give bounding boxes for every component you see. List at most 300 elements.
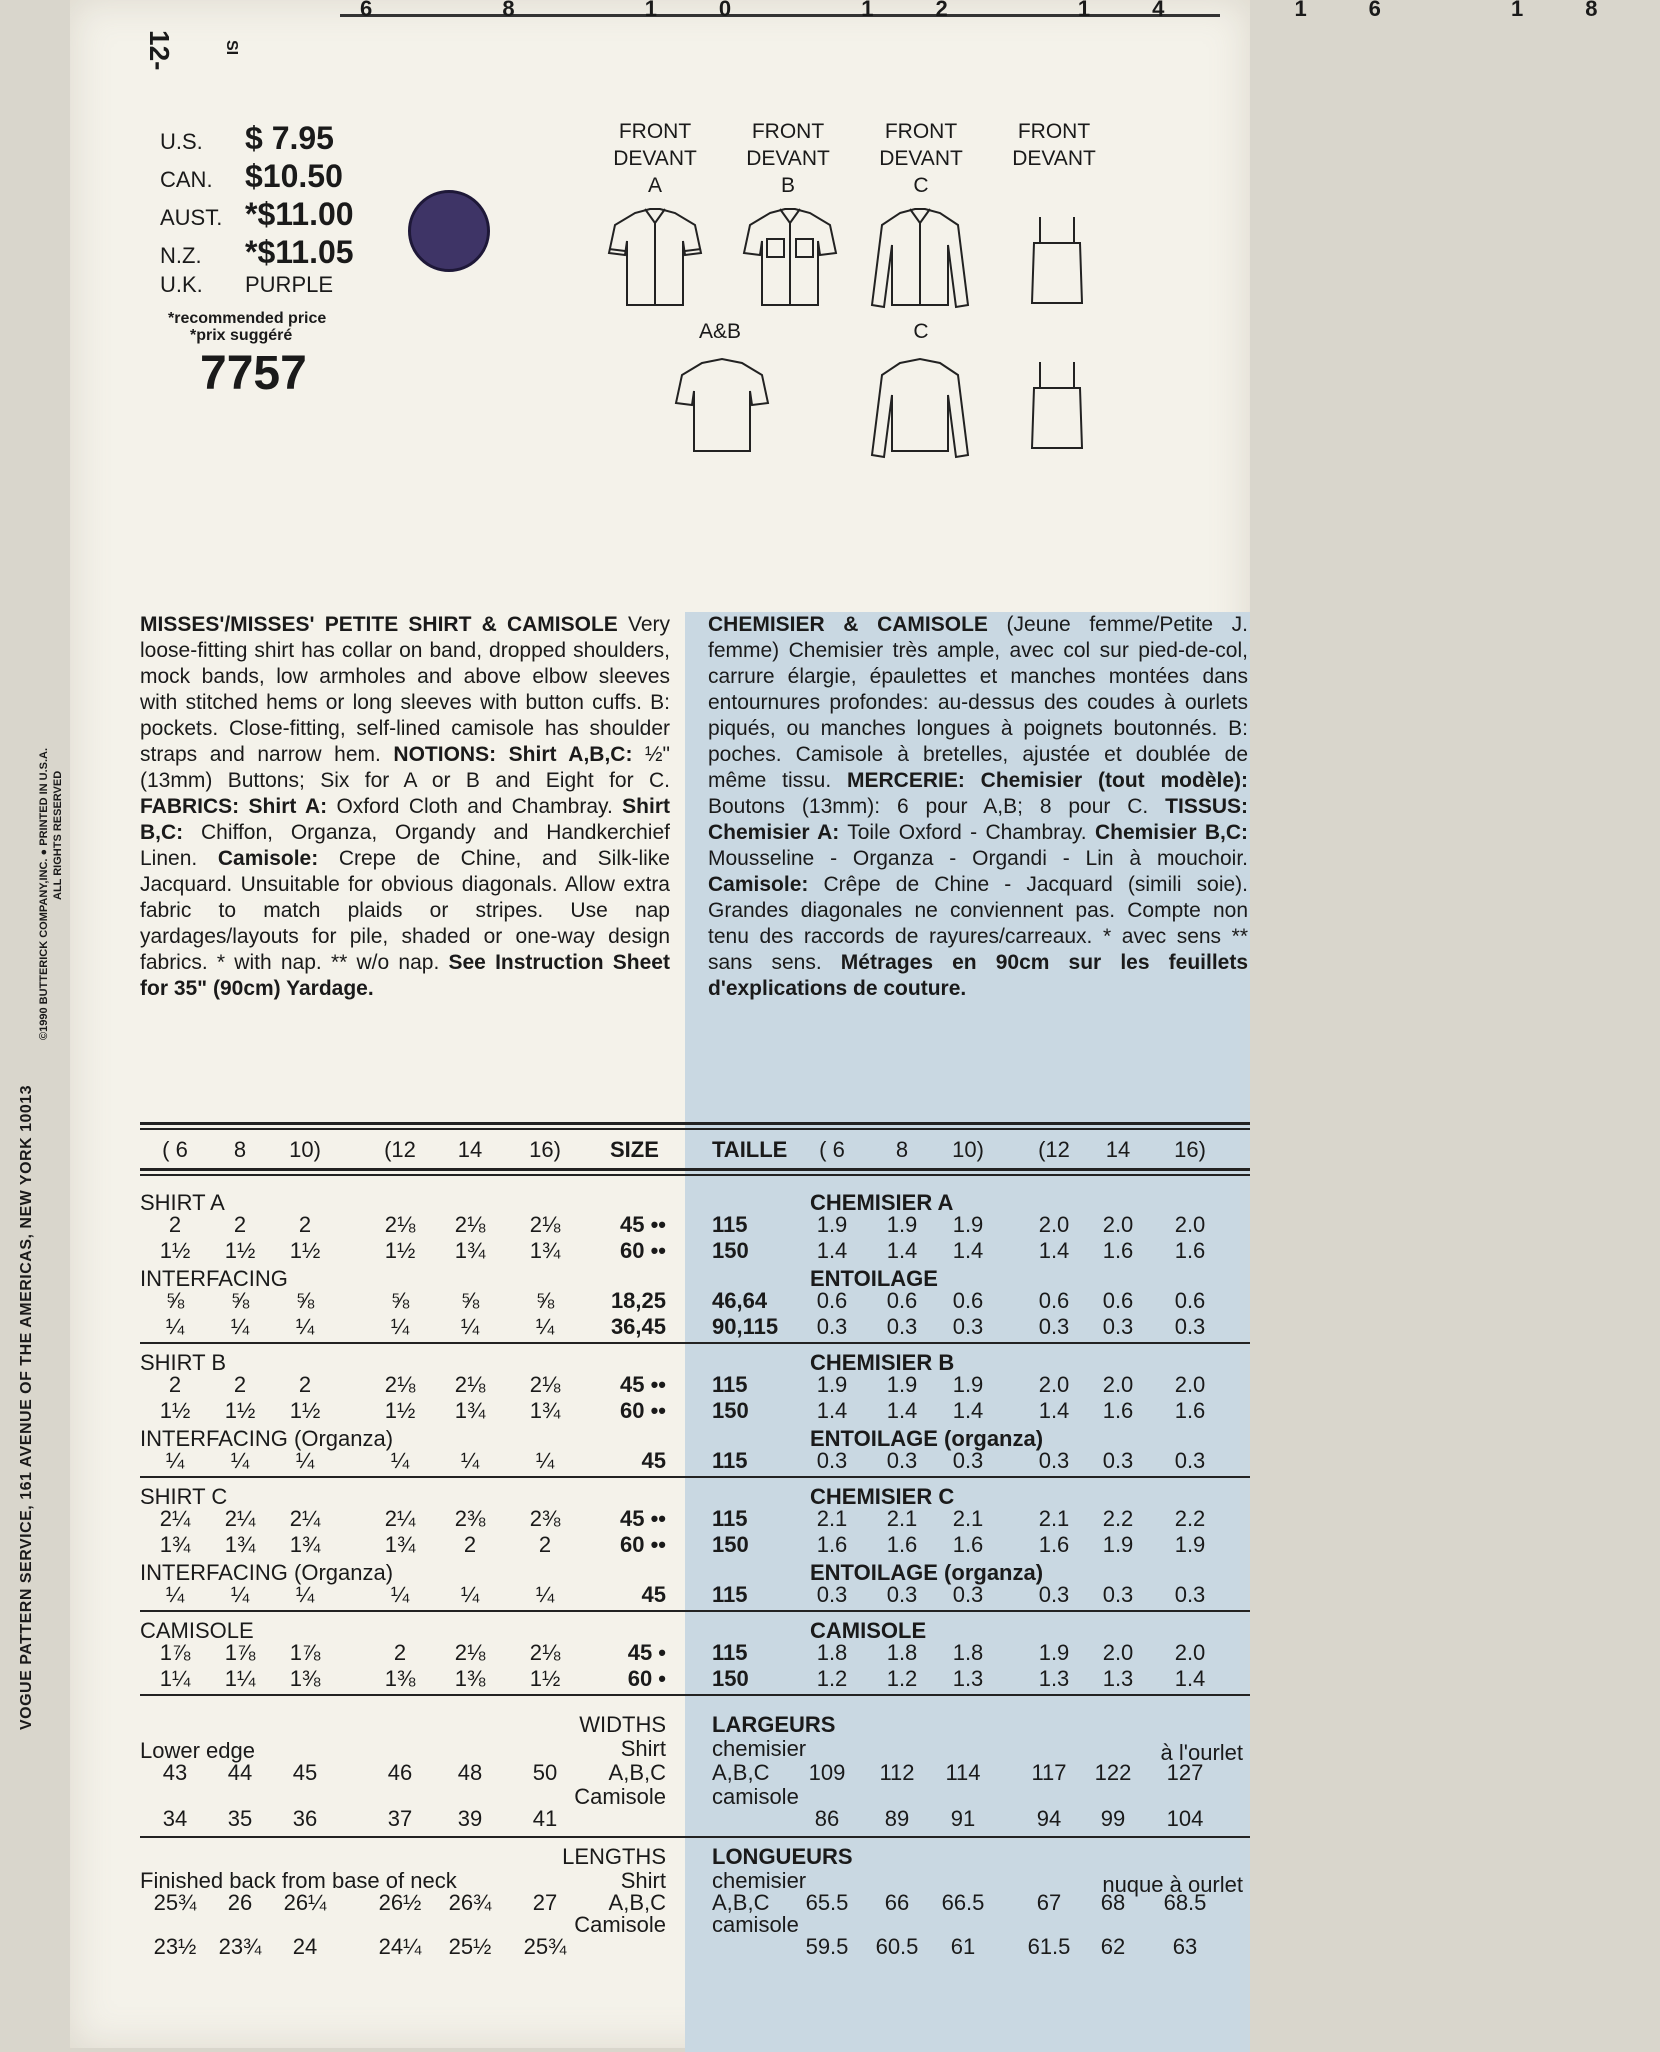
yardage-value: 2 <box>233 1372 247 1397</box>
english-title: MISSES'/MISSES' PETITE SHIRT & CAMISOLE <box>140 613 618 636</box>
row-label-fr: CAMISOLE <box>810 1618 927 1643</box>
largeur-shirt-value: 122 <box>1094 1760 1132 1785</box>
yardage-value: ⅝ <box>390 1288 410 1313</box>
metrage-value: 2.0 <box>1174 1372 1206 1397</box>
metrage-value: 1.9 <box>952 1212 984 1237</box>
finished-back-label: Finished back from base of neck <box>140 1868 457 1893</box>
notions-text: ½" (13mm) Buttons; Six for A or B and Eight for C. <box>140 743 670 792</box>
publisher-address: VOGUE PATTERN SERVICE, 161 AVENUE OF THE AMERICAS, NEW YORK 10013 <box>18 1084 35 1730</box>
width-cam-value: 39 <box>457 1806 483 1831</box>
yardage-value: 2 <box>538 1532 552 1557</box>
yardage-value: ¼ <box>295 1448 315 1473</box>
yardage-value: 1½ <box>384 1398 416 1423</box>
yardage-value: ¼ <box>460 1448 480 1473</box>
yardage-value: 1¾ <box>224 1532 256 1557</box>
yardage-value: 2¼ <box>159 1506 191 1531</box>
yardage-width-ins: 60 •• <box>620 1238 666 1263</box>
yardage-width-ins: 36,45 <box>610 1314 666 1339</box>
length-shirt-value: 27 <box>532 1890 558 1915</box>
metrage-value: 1.9 <box>1102 1532 1134 1557</box>
yardage-width-ins: 45 •• <box>620 1212 666 1237</box>
longueur-cam-value: 61 <box>950 1934 976 1959</box>
yardage-value: ⅝ <box>165 1288 185 1313</box>
price-row <box>160 196 354 234</box>
top-size-numbers: 6 8 10 12 14 16 18 <box>360 0 1660 21</box>
metrages: Métrages en 90cm sur les feuillets d'explications de couture. <box>708 951 1249 1000</box>
metrage-value: 0.3 <box>1038 1314 1070 1339</box>
yardage-width-ins: 60 •• <box>620 1398 666 1423</box>
fabrics-cam-label: Camisole: <box>217 847 319 870</box>
width-shirt-value: 48 <box>457 1760 483 1785</box>
metrage-value: 1.9 <box>816 1212 848 1237</box>
shirt-c-front-sketch <box>870 205 970 325</box>
width-shirt-value: 43 <box>162 1760 188 1785</box>
yardage-width-cm: 115 <box>712 1582 748 1607</box>
longueur-cam-value: 60.5 <box>875 1934 919 1959</box>
yardage-value: 1½ <box>159 1398 191 1423</box>
length-cam-value: 24 <box>292 1934 318 1959</box>
yardage-value: ¼ <box>165 1582 185 1607</box>
yardage-width-cm: 115 <box>712 1506 748 1531</box>
metrage-value: 1.3 <box>1102 1666 1134 1691</box>
yardage-width-cm: 115 <box>712 1212 748 1237</box>
yardage-value: 1¾ <box>289 1532 321 1557</box>
copyright-line: ©1990 BUTTERICK COMPANY,INC. ● PRINTED IN U.S.A. <box>38 747 50 1040</box>
width-cam-value: 34 <box>162 1806 188 1831</box>
yardage-width-cm: 115 <box>712 1372 748 1397</box>
metrage-value: 1.8 <box>952 1640 984 1665</box>
row-label: INTERFACING <box>140 1266 288 1291</box>
front-a-label: FRONT DEVANT A <box>613 120 697 197</box>
metrage-value: 2.2 <box>1174 1506 1206 1531</box>
largeurs-chemisier-label: chemisier <box>712 1736 807 1761</box>
metrage-value: 0.3 <box>816 1314 848 1339</box>
width-cam-value: 41 <box>532 1806 558 1831</box>
front-b-label: FRONT DEVANT B <box>746 120 830 197</box>
yardage-value: 2⅛ <box>384 1212 416 1237</box>
chart-rule <box>140 1610 1250 1612</box>
yardage-value: 1½ <box>224 1238 256 1263</box>
yardage-width-cm: 150 <box>712 1238 749 1263</box>
widths-title: WIDTHS <box>579 1712 666 1737</box>
metrage-value: 1.4 <box>886 1238 918 1263</box>
yardage-value: ¼ <box>460 1582 480 1607</box>
metrage-value: 2.1 <box>886 1506 918 1531</box>
yardage-value: 2⅛ <box>454 1372 486 1397</box>
yardage-width-cm: 46,64 <box>712 1288 768 1313</box>
yardage-width-cm: 150 <box>712 1666 749 1691</box>
header-taille: 10) <box>952 1137 984 1162</box>
rights-line: ALL RIGHTS RESERVED <box>52 770 64 900</box>
metrage-value: 2.0 <box>1038 1212 1070 1237</box>
yardage-value: 2 <box>393 1640 407 1665</box>
metrage-value: 0.3 <box>1174 1582 1206 1607</box>
yardage-value: ¼ <box>390 1582 410 1607</box>
tissus-label: TISSUS: Chemisier A: <box>708 795 1248 844</box>
metrage-value: 2.0 <box>1174 1640 1206 1665</box>
longueurs-abc: A,B,C <box>712 1890 770 1915</box>
longueur-cam-value: 62 <box>1100 1934 1126 1959</box>
yardage-value: ¼ <box>230 1314 250 1339</box>
back-c-label: C <box>913 320 929 343</box>
back-ab-label: A&B <box>698 320 742 343</box>
yardage-value: ¼ <box>390 1314 410 1339</box>
shirt-ab-back-sketch <box>672 355 772 455</box>
row-label: SHIRT C <box>140 1484 228 1509</box>
largeur-cam-value: 104 <box>1166 1806 1204 1831</box>
price-country: U.S. <box>160 129 203 154</box>
yardage-value: 2⅛ <box>454 1212 486 1237</box>
largeur-shirt-value: 117 <box>1031 1760 1067 1785</box>
header-size: ( 6 <box>162 1137 188 1162</box>
yardage-value: ¼ <box>460 1314 480 1339</box>
tissus-bc-text: Mousseline - Organza - Organdi - Lin à mouchoir. <box>708 847 1248 870</box>
price-country: AUST. <box>160 205 223 230</box>
header-taille: 14 <box>1105 1137 1131 1162</box>
yardage-value: 2 <box>233 1212 247 1237</box>
yardage-value: 1¾ <box>454 1398 486 1423</box>
price-value: *$11.00 <box>245 196 354 232</box>
length-shirt-value: 25¾ <box>153 1890 197 1915</box>
length-shirt-value: 26½ <box>378 1890 422 1915</box>
metrage-value: 0.6 <box>952 1288 984 1313</box>
row-label: CAMISOLE <box>140 1618 254 1643</box>
yardage-value: ¼ <box>535 1448 555 1473</box>
widths-shirt-label: Shirt <box>620 1736 666 1761</box>
largeurs-camisole-label: camisole <box>712 1784 799 1809</box>
french-title: CHEMISIER & CAMISOLE <box>708 613 988 636</box>
header-size: 14 <box>457 1137 483 1162</box>
metrage-value: 0.3 <box>952 1448 984 1473</box>
row-label: SHIRT A <box>140 1190 225 1215</box>
english-body: Very loose-fitting shirt has collar on band, dropped shoulders, mock bands, low armholes and above elbow sleeves with stitched hems or long sleeves with button cuffs. B: pockets. Close-fitting, self-lined camisole has shoulder straps and narrow hem. <box>140 613 670 766</box>
row-label-fr: ENTOILAGE <box>810 1266 938 1291</box>
tissus-bc-label: Chemisier B,C: <box>1094 821 1248 844</box>
price-country: U.K. <box>160 272 203 297</box>
row-label-fr: CHEMISIER A <box>810 1190 954 1215</box>
metrage-value: 2.0 <box>1038 1372 1070 1397</box>
mercerie-label: MERCERIE: Chemisier (tout modèle): <box>847 769 1248 792</box>
length-cam-value: 25¾ <box>523 1934 567 1959</box>
metrage-value: 0.6 <box>1038 1288 1070 1313</box>
row-label: INTERFACING (Organza) <box>140 1560 394 1585</box>
price-row <box>160 120 354 158</box>
yardage-value: 1½ <box>289 1238 321 1263</box>
yardage-value: 1⅞ <box>224 1640 256 1665</box>
yardage-value: 1⅜ <box>289 1666 321 1691</box>
metrage-value: 1.3 <box>952 1666 984 1691</box>
yardage-value: 2⅛ <box>529 1640 561 1665</box>
metrage-value: 1.8 <box>816 1640 848 1665</box>
fabrics-a-text: Oxford Cloth and Chambray. <box>327 795 623 818</box>
tissus-cam-label: Camisole: <box>708 873 809 896</box>
largeur-shirt-value: 109 <box>808 1760 846 1785</box>
fabrics-bc-label: Shirt B,C: <box>140 795 670 844</box>
yardage-width-cm: 115 <box>712 1640 748 1665</box>
metrage-value: 1.6 <box>886 1532 918 1557</box>
yardage-value: 1¾ <box>454 1238 486 1263</box>
yardage-value: ¼ <box>390 1448 410 1473</box>
metrage-value: 1.2 <box>886 1666 918 1691</box>
pattern-number: 7757 <box>200 347 307 400</box>
header-size: 8 <box>233 1137 247 1162</box>
yardage-value: 2 <box>168 1212 182 1237</box>
longueurs-chemisier-label: chemisier <box>712 1868 807 1893</box>
yardage-value: 2 <box>168 1372 182 1397</box>
metrage-value: 1.9 <box>816 1372 848 1397</box>
longueur-cam-value: 59.5 <box>805 1934 849 1959</box>
mercerie-text: Boutons (13mm): 6 pour A,B; 8 pour C. <box>708 795 1149 818</box>
header-taille: 8 <box>895 1137 909 1162</box>
yardage-value: 1⅞ <box>289 1640 321 1665</box>
row-label: INTERFACING (Organza) <box>140 1426 394 1451</box>
yardage-value: 1⅜ <box>454 1666 486 1691</box>
yardage-value: ⅝ <box>230 1288 250 1313</box>
widths-shirt-abc: A,B,C <box>608 1760 666 1785</box>
metrage-value: 2.0 <box>1174 1212 1206 1237</box>
metrage-value: 2.0 <box>1102 1372 1134 1397</box>
price-value: *$11.05 <box>245 234 354 270</box>
lower-edge-label: Lower edge <box>140 1738 255 1763</box>
largeur-cam-value: 91 <box>950 1806 976 1831</box>
yardage-value: 1¾ <box>159 1532 191 1557</box>
header-size: (12 <box>384 1137 416 1162</box>
yardage-width-ins: 45 • <box>627 1640 666 1665</box>
length-shirt-value: 26 <box>227 1890 253 1915</box>
yardage-width-ins: 45 <box>641 1582 666 1607</box>
camisole-front-sketch <box>1022 215 1092 305</box>
chart-rule <box>140 1476 1250 1478</box>
yardage-width-cm: 90,115 <box>712 1314 779 1339</box>
notions-label: NOTIONS: Shirt A,B,C: <box>393 743 633 766</box>
length-shirt-value: 26¾ <box>448 1890 492 1915</box>
yardage-value: 1½ <box>224 1398 256 1423</box>
row-label-fr: ENTOILAGE (organza) <box>810 1560 1044 1585</box>
price-value: $ 7.95 <box>245 120 334 156</box>
french-title-sub: (Jeune femme/Petite J. femme) <box>708 613 1248 662</box>
nuque-label: nuque à ourlet <box>1102 1872 1243 1897</box>
chart-rule <box>140 1694 1250 1696</box>
metrage-value: 1.6 <box>1102 1238 1134 1263</box>
metrage-value: 2.1 <box>1038 1506 1070 1531</box>
chart-rule <box>140 1174 1250 1176</box>
width-cam-value: 37 <box>387 1806 413 1831</box>
fabrics-bc-text: Chiffon, Organza, Organdy and Handkerchief Linen. <box>140 821 670 870</box>
yardage-value: 1½ <box>159 1238 191 1263</box>
camisole-back-sketch <box>1022 360 1092 450</box>
fabrics-label: FABRICS: Shirt A: <box>140 795 328 818</box>
yardage-value: ¼ <box>295 1582 315 1607</box>
header-size-label: SIZE <box>610 1137 659 1162</box>
english-description <box>140 612 670 1002</box>
metrage-value: 1.4 <box>1038 1398 1070 1423</box>
metrage-value: 2.2 <box>1102 1506 1134 1531</box>
yardage-value: 2⅛ <box>384 1372 416 1397</box>
yardage-width-ins: 18,25 <box>610 1288 666 1313</box>
lengths-camisole-label: Camisole <box>574 1912 666 1937</box>
metrage-value: 1.6 <box>1102 1398 1134 1423</box>
metrage-value: 0.3 <box>816 1582 848 1607</box>
metrage-value: 1.4 <box>952 1238 984 1263</box>
yardage-value: 2 <box>298 1212 312 1237</box>
metrage-value: 0.6 <box>1174 1288 1206 1313</box>
french-body: Chemisier très ample, avec col sur pied-de-col, carrure élargie, épaulettes et manches montées dans entournures profondes: au-dessus des coudes à ourlets piqués, ou manches longues à poignets boutonnés. B: poches. Camisole à bretelles, ajustée et doublée de même tissu. <box>708 639 1248 792</box>
largeur-cam-value: 99 <box>1100 1806 1126 1831</box>
header-size: 10) <box>289 1137 321 1162</box>
chart-rule <box>140 1122 1250 1125</box>
largeur-shirt-value: 127 <box>1166 1760 1204 1785</box>
longueur-shirt-value: 68 <box>1100 1890 1126 1915</box>
price-block <box>160 120 354 401</box>
price-row <box>160 158 354 196</box>
length-cam-value: 23½ <box>153 1934 197 1959</box>
length-cam-value: 24¼ <box>378 1934 422 1959</box>
yardage-value: ¼ <box>165 1448 185 1473</box>
yardage-width-ins: 60 • <box>627 1666 666 1691</box>
length-cam-value: 23¾ <box>218 1934 262 1959</box>
metrage-value: 2.0 <box>1102 1640 1134 1665</box>
yardage-value: 2⅜ <box>454 1506 486 1531</box>
width-shirt-value: 46 <box>387 1760 413 1785</box>
metrage-value: 1.6 <box>1038 1532 1070 1557</box>
yardage-value: 2⅛ <box>529 1212 561 1237</box>
width-cam-value: 35 <box>227 1806 253 1831</box>
chart-rule <box>140 1168 1250 1171</box>
metrage-value: 0.3 <box>952 1582 984 1607</box>
price-country: N.Z. <box>160 243 202 268</box>
price-note: *recommended price <box>168 310 327 327</box>
tissus-cam-text: Crêpe de Chine - Jacquard (simili soie). Grandes diagonales ne conviennent pas. Compte non tenu des raccords de rayures/carreaux. * avec sens ** sans sens. <box>708 873 1248 974</box>
metrage-value: 1.6 <box>1174 1398 1206 1423</box>
longueur-shirt-value: 68.5 <box>1163 1890 1207 1915</box>
yardage-value: 2¼ <box>384 1506 416 1531</box>
metrage-value: 1.9 <box>1174 1532 1206 1557</box>
size-tag-small: SI <box>223 40 240 56</box>
header-taille: ( 6 <box>819 1137 845 1162</box>
metrage-value: 0.3 <box>1102 1582 1134 1607</box>
longueur-cam-value: 61.5 <box>1027 1934 1071 1959</box>
largeur-cam-value: 89 <box>884 1806 910 1831</box>
metrage-value: 1.4 <box>952 1398 984 1423</box>
price-value: $10.50 <box>245 158 343 194</box>
price-country: CAN. <box>160 167 213 192</box>
chart-rule <box>140 1836 1250 1838</box>
yardage-value: 1¾ <box>384 1532 416 1557</box>
metrage-value: 0.3 <box>1174 1314 1206 1339</box>
yardage-value: 1½ <box>384 1238 416 1263</box>
metrage-value: 1.6 <box>816 1532 848 1557</box>
largeur-cam-value: 86 <box>814 1806 840 1831</box>
lengths-shirt-abc: A,B,C <box>608 1890 666 1915</box>
metrage-value: 0.6 <box>816 1288 848 1313</box>
width-shirt-value: 45 <box>292 1760 318 1785</box>
yardage-value: 2 <box>463 1532 477 1557</box>
metrage-value: 1.9 <box>886 1212 918 1237</box>
header-taille-label: TAILLE <box>712 1137 788 1162</box>
metrage-value: 2.1 <box>952 1506 984 1531</box>
metrage-value: 1.3 <box>1038 1666 1070 1691</box>
metrage-value: 0.6 <box>1102 1288 1134 1313</box>
yardage-value: 2⅛ <box>529 1372 561 1397</box>
yardage-value: ¼ <box>295 1314 315 1339</box>
metrage-value: 1.2 <box>816 1666 848 1691</box>
shirt-a-front-sketch <box>605 205 705 310</box>
width-cam-value: 36 <box>292 1806 318 1831</box>
metrage-value: 0.3 <box>886 1448 918 1473</box>
lengths-shirt-label: Shirt <box>620 1868 666 1893</box>
length-shirt-value: 26¼ <box>283 1890 327 1915</box>
metrage-value: 0.3 <box>886 1582 918 1607</box>
front-camisole-label: FRONT DEVANT <box>1012 120 1096 170</box>
metrage-value: 1.8 <box>886 1640 918 1665</box>
metrage-value: 0.3 <box>1038 1448 1070 1473</box>
metrage-value: 1.4 <box>816 1398 848 1423</box>
metrage-value: 2.0 <box>1102 1212 1134 1237</box>
longueurs-camisole-label: camisole <box>712 1912 799 1937</box>
yardage-value: 1⅜ <box>384 1666 416 1691</box>
metrage-value: 0.3 <box>1174 1448 1206 1473</box>
size-tag: 12- <box>144 30 175 71</box>
metrage-value: 1.6 <box>952 1532 984 1557</box>
lengths-title: LENGTHS <box>562 1844 666 1869</box>
tissus-a-text: Toile Oxford - Chambray. <box>839 821 1095 844</box>
price-row <box>160 272 354 310</box>
yardage-value: 2¼ <box>224 1506 256 1531</box>
yardage-width-ins: 45 •• <box>620 1506 666 1531</box>
metrage-value: 2.1 <box>816 1506 848 1531</box>
yardage-value: 2¼ <box>289 1506 321 1531</box>
yardage-value: 1½ <box>289 1398 321 1423</box>
yardage-value: 1½ <box>529 1666 561 1691</box>
a-lourlet-label: à l'ourlet <box>1160 1740 1243 1765</box>
largeurs-title: LARGEURS <box>712 1712 836 1737</box>
metrage-value: 0.3 <box>1102 1314 1134 1339</box>
header-taille: 16) <box>1174 1137 1206 1162</box>
metrage-value: 0.3 <box>886 1314 918 1339</box>
yardage-width-ins: 45 •• <box>620 1372 666 1397</box>
longueur-cam-value: 63 <box>1172 1934 1198 1959</box>
row-label-fr: ENTOILAGE (organza) <box>810 1426 1044 1451</box>
longueur-shirt-value: 65.5 <box>805 1890 849 1915</box>
header-size: 16) <box>529 1137 561 1162</box>
front-c-label: FRONT DEVANT C <box>879 120 963 197</box>
longueur-shirt-value: 67 <box>1036 1890 1062 1915</box>
metrage-value: 1.9 <box>886 1372 918 1397</box>
french-description <box>708 612 1248 1002</box>
yardage-value: 1¼ <box>224 1666 256 1691</box>
shirt-b-front-sketch <box>740 205 840 310</box>
row-label-fr: CHEMISIER B <box>810 1350 955 1375</box>
largeurs-abc: A,B,C <box>712 1760 770 1785</box>
metrage-value: 1.6 <box>1174 1238 1206 1263</box>
length-cam-value: 25½ <box>448 1934 492 1959</box>
metrage-value: 0.3 <box>952 1314 984 1339</box>
metrage-value: 1.4 <box>816 1238 848 1263</box>
width-shirt-value: 44 <box>227 1760 253 1785</box>
yardage-value: ¼ <box>230 1448 250 1473</box>
metrage-value: 1.4 <box>1174 1666 1206 1691</box>
yardage-width-cm: 150 <box>712 1532 749 1557</box>
width-shirt-value: 50 <box>532 1760 558 1785</box>
yardage-value: 1¾ <box>529 1238 561 1263</box>
yardage-value: ¼ <box>230 1582 250 1607</box>
metrage-value: 1.4 <box>1038 1238 1070 1263</box>
shirt-c-back-sketch <box>870 355 970 465</box>
yardage-width-ins: 60 •• <box>620 1532 666 1557</box>
row-label: SHIRT B <box>140 1350 226 1375</box>
yardage-width-cm: 150 <box>712 1398 749 1423</box>
price-value: PURPLE <box>245 272 334 297</box>
